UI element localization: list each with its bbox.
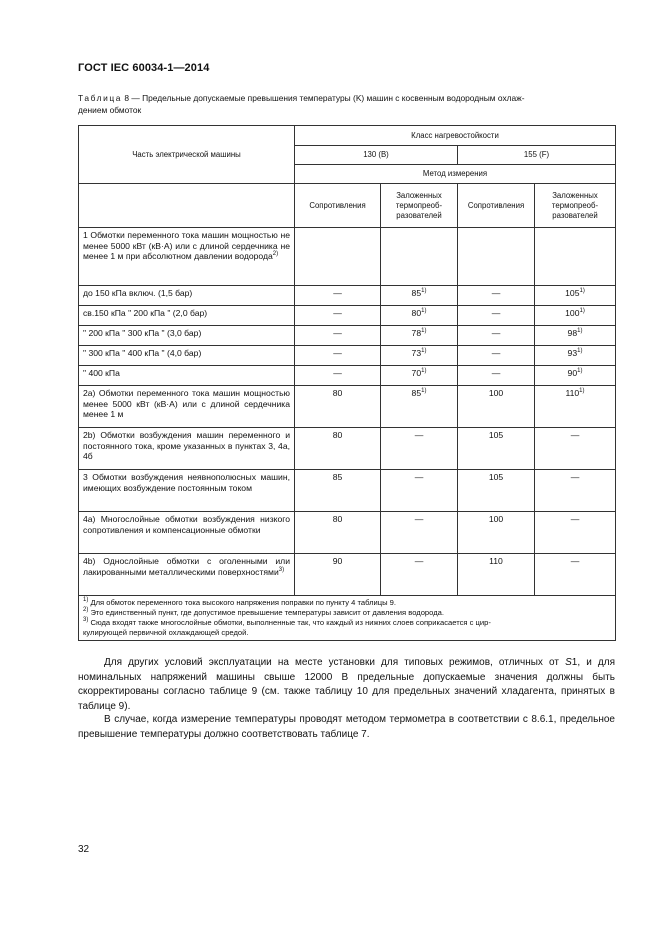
note-3-continued: кулирующей первичной охлаждающей средой. (83, 628, 249, 637)
table-caption (78, 92, 618, 116)
cell-130-embedded: 85$^{1)}$ (381, 286, 458, 306)
table-row (79, 366, 616, 386)
table-row (79, 470, 616, 512)
cell-130-resistance: 80 (295, 512, 381, 554)
table-row (79, 326, 616, 346)
header-method: Метод измерения (295, 165, 616, 184)
row-label: " 300 кПа " 400 кПа " (4,0 бар) (79, 346, 295, 366)
row-label: 4a) Многослойные обмотки возбуждения низкого сопротивления и компенсационные обмотки (79, 512, 295, 554)
row-label: 2a) Обмотки переменного тока машин мощностью менее 5000 кВт (кВ·A) или с длиной сердечника менее 1 м (79, 386, 295, 428)
temperature-limits-table (78, 125, 616, 641)
row-label: 1 Обмотки переменного тока машин мощностью не менее 5000 кВт (кВ·A) или с длиной сердечника не менее 1 м при абсолютном давлении водорода$^{2)}$ (79, 228, 295, 286)
header-part: Часть электрической машины (79, 126, 295, 184)
cell-155-embedded: 93$^{1)}$ (535, 346, 616, 366)
header-class: Класс нагревостойкости (295, 126, 616, 146)
caption-label: Таблица (78, 93, 123, 103)
table-row (79, 554, 616, 596)
cell-130-resistance: — (295, 346, 381, 366)
cell-130-resistance: — (295, 366, 381, 386)
page-number: 32 (78, 844, 90, 855)
cell-130-resistance: 90 (295, 554, 381, 596)
table-row (79, 346, 616, 366)
document-header: ГОСТ IEC 60034-1—2014 (78, 62, 210, 74)
cell-130-embedded: 78$^{1)}$ (381, 326, 458, 346)
cell-130-embedded: — (381, 470, 458, 512)
row-label: 4b) Однослойные обмотки с оголенными или лакированными металлическими поверхностями$^{3)}$ (79, 554, 295, 596)
cell-130-resistance: — (295, 286, 381, 306)
header-method-embedded-130: Заложенных термопреоб-разователей (381, 184, 458, 228)
paragraph-other-conditions: Для других условий эксплуатации на месте установки для типовых режимов, отличных от S1, и для номинальных напряжений машины свыше 12000 В предельные допускаемые значения должны быть скорректированы согласно таблице 9 (см. также таблицу 10 для предельных значений хладагента, принятых в таблице 9). (78, 657, 615, 712)
header-method-resistance-130: Сопротивления (295, 184, 381, 228)
cell-155-resistance: 100 (458, 386, 535, 428)
cell-130-embedded: 70$^{1)}$ (381, 366, 458, 386)
cell-130-embedded: — (381, 512, 458, 554)
cell-130-embedded: 73$^{1)}$ (381, 346, 458, 366)
cell-155-embedded: 98$^{1)}$ (535, 326, 616, 346)
row-label: св.150 кПа " 200 кПа " (2,0 бар) (79, 306, 295, 326)
caption-number: 8 (124, 93, 130, 103)
header-class-155: 155 (F) (458, 146, 616, 165)
row-label: до 150 кПа включ. (1,5 бар) (79, 286, 295, 306)
cell-155-resistance: 110 (458, 554, 535, 596)
table-row (79, 512, 616, 554)
cell-130-resistance: — (295, 326, 381, 346)
cell-155-embedded: — (535, 470, 616, 512)
table-notes (79, 596, 616, 641)
cell-155-embedded: — (535, 554, 616, 596)
table-row (79, 286, 616, 306)
cell-155-resistance: 105 (458, 470, 535, 512)
caption-text-2: дением обмоток (78, 105, 142, 115)
cell-130-embedded: 80$^{1)}$ (381, 306, 458, 326)
row-label: 2b) Обмотки возбуждения машин переменного и постоянного тока, кроме указанных в пунктах 3, 4a, 4б (79, 428, 295, 470)
cell-155-resistance: 105 (458, 428, 535, 470)
table-row (79, 386, 616, 428)
table-row (79, 306, 616, 326)
cell-155-resistance: — (458, 306, 535, 326)
cell-155-embedded: 110$^{1)}$ (535, 386, 616, 428)
cell-155-embedded: 90$^{1)}$ (535, 366, 616, 386)
cell-130-resistance: 85 (295, 470, 381, 512)
cell-130-resistance: 80 (295, 428, 381, 470)
cell-155-embedded: 100$^{1)}$ (535, 306, 616, 326)
cell-155-embedded: — (535, 428, 616, 470)
cell-130-resistance (295, 228, 381, 286)
table-row (79, 228, 616, 286)
cell-130-embedded (381, 228, 458, 286)
row-label: 3 Обмотки возбуждения неявнополюсных машин, имеющих возбуждение постоянным током (79, 470, 295, 512)
cell-130-embedded: — (381, 554, 458, 596)
cell-155-resistance: — (458, 326, 535, 346)
cell-130-embedded: — (381, 428, 458, 470)
cell-130-resistance: — (295, 306, 381, 326)
header-part-continued (79, 184, 295, 228)
row-label: " 400 кПа (79, 366, 295, 386)
paragraph-thermometer-method: В случае, когда измерение температуры проводят методом термометра в соответствии с 8.6.1, предельное превышение температуры должно соответствовать таблице 7. (78, 714, 615, 740)
header-method-embedded-155: Заложенных термопреоб-разователей (535, 184, 616, 228)
cell-155-embedded (535, 228, 616, 286)
note-1: $^{1)}$ Для обмоток переменного тока высокого напряжения поправки по пункту 4 таблицы 9. (83, 597, 397, 607)
cell-130-embedded: 85$^{1)}$ (381, 386, 458, 428)
cell-155-embedded: — (535, 512, 616, 554)
cell-155-embedded: 105$^{1)}$ (535, 286, 616, 306)
cell-155-resistance: 100 (458, 512, 535, 554)
cell-155-resistance: — (458, 286, 535, 306)
header-method-resistance-155: Сопротивления (458, 184, 535, 228)
cell-130-resistance: 80 (295, 386, 381, 428)
row-label: " 200 кПа " 300 кПа " (3,0 бар) (79, 326, 295, 346)
cell-155-resistance: — (458, 366, 535, 386)
cell-155-resistance: — (458, 346, 535, 366)
cell-155-resistance (458, 228, 535, 286)
table-row (79, 428, 616, 470)
header-class-130: 130 (B) (295, 146, 458, 165)
note-2: $^{2)}$ Это единственный пункт, где допустимое превышение температуры зависит от давления водорода. (83, 607, 444, 617)
caption-text-1: — Предельные допускаемые превышения температуры (K) машин с косвенным водородным охлаж- (129, 93, 525, 103)
note-3: $^{3)}$ Сюда входят также многослойные обмотки, выполненные так, что каждый из нижних слоев соприкасается с цир- (83, 617, 491, 627)
